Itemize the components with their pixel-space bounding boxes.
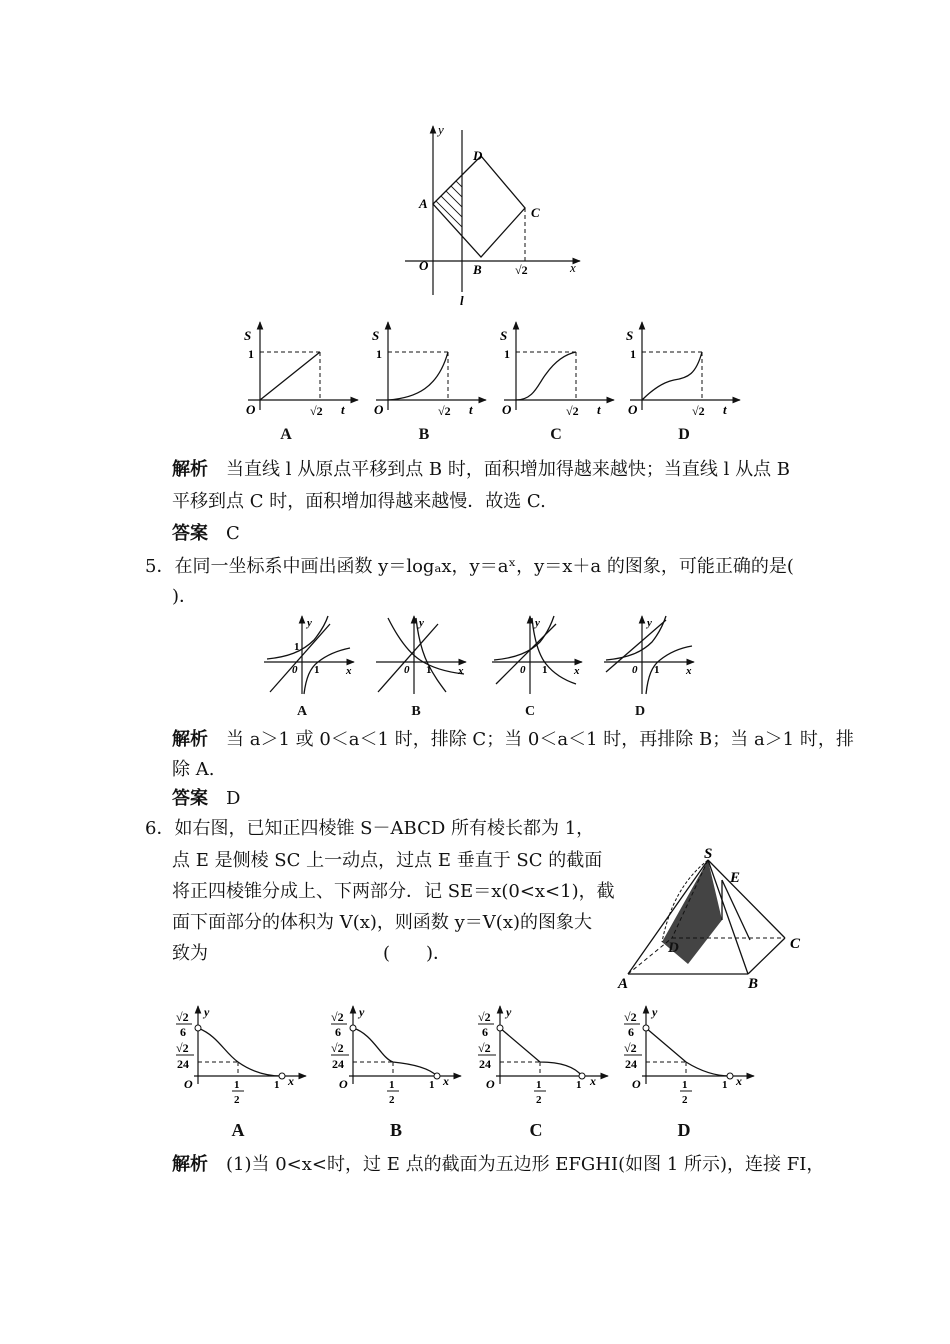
q6-stem-line3: 将正四棱锥分成上、下两部分．记 SE＝x(0<x<1)，截: [172, 881, 615, 902]
svg-text:1: 1: [234, 1079, 240, 1091]
square-diagram: [405, 120, 590, 310]
q5-caption-d: D: [634, 704, 646, 719]
svg-text:S: S: [244, 328, 252, 343]
svg-text:t: t: [469, 402, 473, 417]
svg-text:y: y: [652, 1005, 658, 1019]
svg-text:y: y: [419, 617, 424, 629]
svg-text:√2: √2: [331, 1010, 344, 1024]
q5-caption-a: A: [296, 704, 308, 719]
q4-analysis-line1: 解析 当直线 l 从原点平移到点 B 时，面积增加得越来越快；当直线 l 从点 B: [172, 459, 791, 480]
svg-text:1: 1: [576, 1079, 582, 1091]
svg-text:y: y: [359, 1005, 365, 1019]
svg-text:1: 1: [294, 641, 300, 653]
svg-text:√2: √2: [692, 404, 705, 418]
q4-option-graphs: [238, 318, 748, 448]
q5-answer-label: 答案: [172, 788, 208, 809]
q4-caption-b: B: [418, 426, 430, 443]
svg-text:24: 24: [479, 1057, 491, 1071]
q6-caption-c: C: [529, 1120, 543, 1140]
svg-text:1: 1: [722, 1079, 728, 1091]
q6-analysis-label: 解析: [172, 1154, 208, 1175]
svg-text:O: O: [632, 1077, 641, 1091]
svg-text:1: 1: [654, 664, 660, 676]
origin-label: O: [419, 258, 429, 273]
q6-graph-d: [616, 1002, 756, 1107]
q5-option-graphs: [262, 612, 702, 727]
svg-text:y: y: [307, 617, 312, 629]
svg-text:1: 1: [274, 1079, 280, 1091]
svg-text:t: t: [341, 402, 345, 417]
q5-graph-a: [262, 612, 362, 697]
point-a-label: A: [419, 196, 428, 211]
q5-stem-line2: )．: [172, 586, 198, 607]
svg-text:S: S: [500, 328, 508, 343]
svg-text:x: x: [458, 665, 464, 677]
q4-caption-d: D: [678, 426, 690, 443]
svg-text:2: 2: [536, 1094, 542, 1106]
point-d-label: D: [473, 148, 483, 163]
q5-caption-c: C: [524, 704, 536, 719]
svg-text:2: 2: [682, 1094, 688, 1106]
x-axis-label: x: [570, 260, 576, 275]
svg-text:S: S: [372, 328, 380, 343]
svg-text:O: O: [246, 402, 256, 417]
svg-text:6: 6: [180, 1025, 186, 1039]
svg-text:x: x: [590, 1074, 596, 1088]
q6-stem-line1: 6．如右图，已知正四棱锥 S－ABCD 所有棱长都为 1，: [145, 818, 595, 839]
q6-stem-line2: 点 E 是侧棱 SC 上一动点，过点 E 垂直于 SC 的截面: [172, 850, 603, 871]
svg-text:√2: √2: [331, 1041, 344, 1055]
q4-analysis-label: 解析: [172, 459, 208, 480]
q5-analysis-line2: 除 A.: [172, 759, 215, 780]
svg-text:O: O: [374, 402, 384, 417]
svg-text:√2: √2: [478, 1041, 491, 1055]
svg-text:√2: √2: [478, 1010, 491, 1024]
svg-text:O: O: [486, 1077, 495, 1091]
svg-text:√2: √2: [624, 1010, 637, 1024]
svg-text:24: 24: [625, 1057, 637, 1071]
q6-graph-b: [323, 1002, 463, 1107]
point-c-label: C: [531, 205, 540, 220]
q5-analysis-label: 解析: [172, 729, 208, 750]
point-b-label: B: [473, 262, 482, 277]
svg-text:E: E: [730, 870, 741, 886]
svg-text:√2: √2: [310, 404, 323, 418]
q4-graph-d: [620, 318, 745, 418]
svg-text:√2: √2: [176, 1041, 189, 1055]
svg-text:x: x: [574, 665, 580, 677]
q6-graph-a: [168, 1002, 308, 1107]
q5-caption-b: B: [411, 704, 421, 719]
svg-text:y: y: [535, 617, 540, 629]
svg-text:C: C: [790, 936, 801, 952]
q5-graph-d: [602, 612, 702, 697]
svg-text:t: t: [723, 402, 727, 417]
svg-text:O: O: [184, 1077, 193, 1091]
svg-text:6: 6: [628, 1025, 634, 1039]
q6-analysis-line: 解析 (1)当 0<x<时，过 E 点的截面为五边形 EFGHI(如图 1 所示)，连接 FI，: [172, 1154, 825, 1175]
q4-graph-b: [366, 318, 491, 418]
line-l-label: l: [460, 293, 464, 308]
svg-text:D: D: [668, 940, 679, 956]
q6-caption-d: D: [677, 1120, 691, 1140]
q4-graph-a: [238, 318, 363, 418]
q4-caption-c: C: [550, 426, 562, 443]
svg-text:y: y: [204, 1005, 210, 1019]
svg-text:x: x: [443, 1074, 449, 1088]
svg-text:O: O: [628, 402, 638, 417]
q5-graph-c: [490, 612, 590, 697]
svg-text:0: 0: [292, 664, 298, 676]
q6-caption-b: B: [389, 1120, 402, 1140]
svg-text:1: 1: [504, 347, 510, 361]
q6-option-graphs: [168, 1002, 768, 1142]
svg-text:t: t: [597, 402, 601, 417]
svg-text:6: 6: [482, 1025, 488, 1039]
svg-text:√2: √2: [624, 1041, 637, 1055]
svg-text:√2: √2: [566, 404, 579, 418]
svg-text:x: x: [736, 1074, 742, 1088]
q5-graph-b: [374, 612, 474, 697]
q4-analysis-line2: 平移到点 C 时，面积增加得越来越慢．故选 C.: [172, 491, 546, 512]
q4-answer: [172, 519, 240, 549]
svg-text:1: 1: [248, 347, 254, 361]
svg-text:S: S: [704, 846, 713, 862]
q6-graph-c: [470, 1002, 610, 1107]
svg-text:1: 1: [542, 664, 548, 676]
q4-answer-label: 答案: [172, 523, 208, 544]
q4-caption-a: A: [280, 426, 292, 443]
pyramid-diagram: [610, 842, 815, 992]
svg-text:6: 6: [335, 1025, 341, 1039]
svg-text:y: y: [506, 1005, 512, 1019]
svg-text:1: 1: [314, 664, 320, 676]
q6-caption-a: A: [231, 1120, 245, 1140]
svg-text:x: x: [288, 1074, 294, 1088]
svg-text:1: 1: [426, 664, 432, 676]
svg-text:1: 1: [536, 1079, 542, 1091]
q4-graph-c: [494, 318, 619, 418]
sqrt2-label: √2: [515, 263, 528, 277]
svg-text:x: x: [686, 665, 692, 677]
svg-text:√2: √2: [176, 1010, 189, 1024]
svg-text:1: 1: [630, 347, 636, 361]
q4-answer-value: C: [226, 523, 240, 544]
svg-text:O: O: [339, 1077, 348, 1091]
svg-text:0: 0: [632, 664, 638, 676]
svg-text:B: B: [748, 976, 759, 992]
svg-text:24: 24: [177, 1057, 189, 1071]
svg-text:1: 1: [682, 1079, 688, 1091]
svg-text:24: 24: [332, 1057, 344, 1071]
q5-analysis-line1: 解析 当 a＞1 或 0＜a＜1 时，排除 C；当 0＜a＜1 时，再排除 B；当 a＞1 时，排: [172, 729, 854, 750]
y-axis-label: y: [438, 122, 444, 137]
q5-stem-line1: 5．在同一坐标系中画出函数 y＝logₐx，y＝aˣ，y＝x＋a 的图象，可能正确的是(: [145, 556, 794, 577]
svg-text:√2: √2: [438, 404, 451, 418]
svg-text:2: 2: [389, 1094, 395, 1106]
q5-answer: [172, 784, 240, 814]
svg-text:1: 1: [376, 347, 382, 361]
svg-text:x: x: [346, 665, 352, 677]
svg-text:0: 0: [404, 664, 410, 676]
q5-answer-value: D: [226, 788, 241, 809]
svg-text:S: S: [626, 328, 634, 343]
svg-text:2: 2: [234, 1094, 240, 1106]
svg-text:y: y: [647, 617, 652, 629]
svg-text:0: 0: [520, 664, 526, 676]
svg-text:1: 1: [389, 1079, 395, 1091]
svg-text:A: A: [618, 976, 629, 992]
q6-stem-line5: 致为 ( )．: [172, 943, 452, 964]
svg-text:1: 1: [429, 1079, 435, 1091]
svg-text:O: O: [502, 402, 512, 417]
q6-stem-line4: 面下面部分的体积为 V(x)，则函数 y＝V(x)的图象大: [172, 912, 593, 933]
